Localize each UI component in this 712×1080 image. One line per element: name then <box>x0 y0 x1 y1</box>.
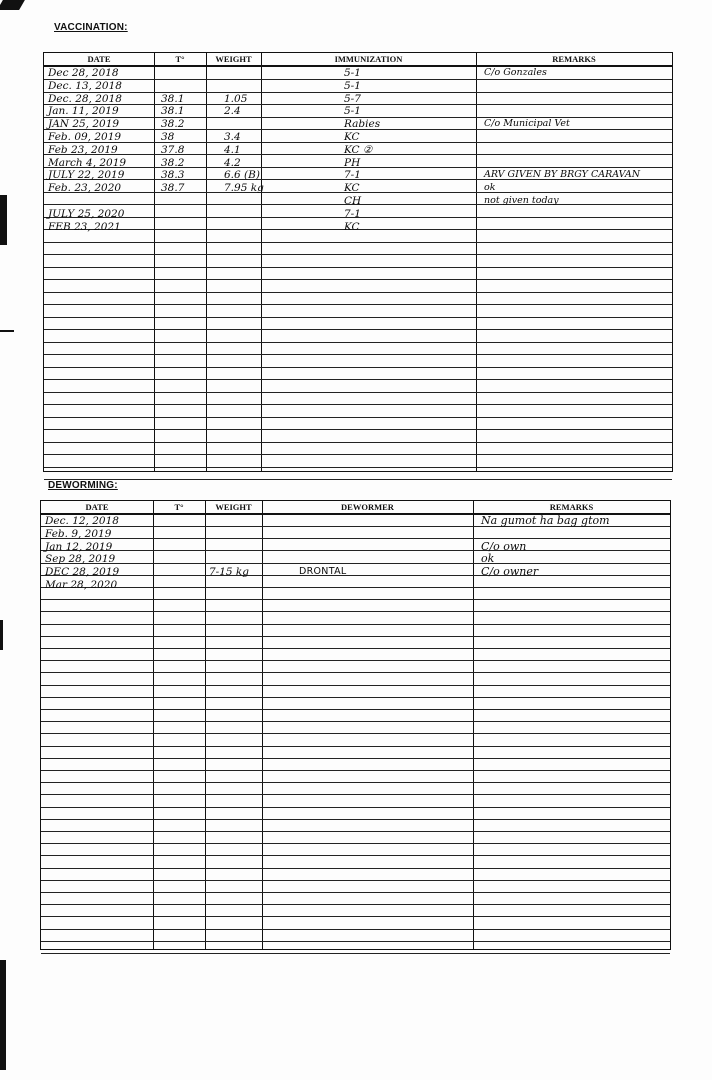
ruled-line <box>41 721 670 722</box>
weight-cell: 6.6 (B) <box>224 169 260 182</box>
header-temp: T° <box>174 502 184 512</box>
date-cell: Dec. 28, 2018 <box>48 92 122 105</box>
ruled-line <box>44 329 672 330</box>
vaccination-header <box>44 53 672 67</box>
immunization-cell: KC ② <box>344 143 373 156</box>
temp-cell: 38.7 <box>161 182 185 195</box>
header-weight: WEIGHT <box>215 54 252 64</box>
ruled-line <box>44 292 672 293</box>
header-immunization: IMMUNIZATION <box>334 54 403 64</box>
ruled-line <box>44 242 672 243</box>
immunization-cell: 5-1 <box>344 79 361 92</box>
temp-cell: 38.1 <box>161 105 185 118</box>
immunization-cell: 5-7 <box>344 92 361 105</box>
date-cell: March 4, 2019 <box>48 156 127 169</box>
weight-cell: 4.1 <box>224 143 241 156</box>
col-divider <box>205 501 206 949</box>
ruled-line <box>41 575 670 576</box>
ruled-line <box>41 648 670 649</box>
ruled-line <box>41 770 670 771</box>
date-cell: Dec 28, 2018 <box>48 67 119 79</box>
date-cell: FEB 23, 2021 <box>48 220 121 233</box>
ruled-line <box>44 454 672 455</box>
ruled-line <box>44 304 672 305</box>
date-cell: JAN 25, 2019 <box>48 118 120 131</box>
ruled-line <box>44 417 672 418</box>
remarks-cell: C/o own <box>481 539 527 553</box>
weight-cell: 3.4 <box>224 131 241 143</box>
remarks-cell: not given today <box>484 195 559 206</box>
ruled-line <box>44 379 672 380</box>
date-cell: Sep 28, 2019 <box>45 553 116 566</box>
header-date: DATE <box>87 54 111 64</box>
immunization-cell: 7-1 <box>344 169 361 182</box>
deworming-header <box>41 501 670 515</box>
scan-artifact <box>0 195 7 245</box>
ruled-line <box>41 697 670 698</box>
col-divider <box>153 501 154 949</box>
date-cell: Feb. 9, 2019 <box>45 527 112 540</box>
ruled-line <box>41 611 670 612</box>
date-cell: JULY 25, 2020 <box>48 207 125 220</box>
ruled-line <box>41 550 670 551</box>
date-cell: DEC 28, 2019 <box>45 566 120 579</box>
scan-artifact <box>0 960 6 1070</box>
ruled-line <box>41 941 670 942</box>
ruled-line <box>41 916 670 917</box>
weight-cell: 2.4 <box>224 105 241 118</box>
immunization-cell: CH <box>344 195 362 207</box>
ruled-line <box>41 807 670 808</box>
weight-cell: 4.2 <box>224 156 241 169</box>
date-cell: Feb. 09, 2019 <box>48 131 122 143</box>
ruled-line <box>44 442 672 443</box>
ruled-line <box>41 624 670 625</box>
weight-cell: 7-15 kg <box>209 566 250 579</box>
ruled-line <box>44 479 672 480</box>
remarks-cell: ok <box>484 182 496 194</box>
ruled-line <box>41 709 670 710</box>
ruled-line <box>44 404 672 405</box>
immunization-cell: KC <box>344 220 360 233</box>
ruled-line <box>41 563 670 564</box>
weight-cell: 1.05 <box>224 92 248 105</box>
date-cell: Jan. 11, 2019 <box>48 105 119 118</box>
vaccination-title: VACCINATION: <box>54 22 128 33</box>
remarks-cell: C/o Gonzales <box>484 67 547 78</box>
ruled-line <box>44 317 672 318</box>
immunization-cell: Rabies <box>344 118 381 131</box>
ruled-line <box>41 685 670 686</box>
temp-cell: 38.2 <box>161 118 185 131</box>
scan-artifact <box>0 620 3 650</box>
ruled-line <box>44 429 672 430</box>
header-dewormer: DEWORMER <box>341 502 394 512</box>
immunization-cell: KC <box>344 182 360 195</box>
ruled-line <box>44 467 672 468</box>
ruled-line <box>41 746 670 747</box>
ruled-line <box>41 672 670 673</box>
date-cell: JULY 22, 2019 <box>48 169 125 182</box>
header-remarks: REMARKS <box>549 502 594 512</box>
dewormer-cell: DRONTAL <box>299 566 347 578</box>
remarks-cell: C/o Municipal Vet <box>484 118 570 130</box>
ruled-line <box>41 819 670 820</box>
ruled-line <box>44 354 672 355</box>
temp-cell: 38.2 <box>161 156 185 169</box>
weight-cell: 7.95 kg <box>224 182 264 195</box>
immunization-cell: KC <box>344 131 360 143</box>
ruled-line <box>44 367 672 368</box>
ruled-line <box>41 929 670 930</box>
scan-artifact <box>0 0 25 10</box>
ruled-line <box>41 831 670 832</box>
ruled-line <box>41 538 670 539</box>
col-divider <box>262 501 263 949</box>
ruled-line <box>41 868 670 869</box>
temp-cell: 37.8 <box>161 143 185 156</box>
date-cell: Feb. 23, 2020 <box>48 182 122 195</box>
temp-cell: 38.3 <box>161 169 185 182</box>
ruled-line <box>44 342 672 343</box>
ruled-line <box>44 267 672 268</box>
immunization-cell: PH <box>344 156 361 169</box>
ruled-line <box>41 904 670 905</box>
date-cell: Mar 28, 2020 <box>45 579 118 591</box>
remarks-cell: Na gumot ha bag gtom <box>481 514 610 527</box>
ruled-line <box>41 660 670 661</box>
deworming-table <box>40 500 671 950</box>
temp-cell: 38 <box>161 131 175 143</box>
ruled-line <box>41 855 670 856</box>
date-cell: Dec. 13, 2018 <box>48 79 122 92</box>
ruled-line <box>41 892 670 893</box>
ruled-line <box>41 733 670 734</box>
header-remarks: REMARKS <box>552 54 596 64</box>
immunization-cell: 5-1 <box>344 67 361 79</box>
scan-artifact <box>0 330 14 332</box>
header-weight: WEIGHT <box>215 502 252 512</box>
ruled-line <box>41 782 670 783</box>
date-cell: Jan 12, 2019 <box>45 540 113 553</box>
ruled-line <box>41 880 670 881</box>
ruled-line <box>44 254 672 255</box>
ruled-line <box>41 636 670 637</box>
ruled-line <box>44 392 672 393</box>
deworming-title: DEWORMING: <box>48 480 118 491</box>
ruled-line <box>41 758 670 759</box>
immunization-cell: 5-1 <box>344 105 361 118</box>
header-date: DATE <box>85 502 109 512</box>
vaccination-table <box>43 52 673 472</box>
remarks-cell: ARV GIVEN BY BRGY CARAVAN <box>484 169 641 181</box>
ruled-line <box>41 794 670 795</box>
col-divider <box>473 501 474 949</box>
header-temp: T° <box>175 54 185 64</box>
ruled-line <box>41 587 670 588</box>
ruled-line <box>41 599 670 600</box>
ruled-line <box>41 953 670 954</box>
date-cell: Dec. 12, 2018 <box>45 515 119 527</box>
date-cell: Feb 23, 2019 <box>48 143 118 156</box>
remarks-cell: ok <box>481 552 495 566</box>
remarks-cell: C/o owner <box>481 565 539 579</box>
immunization-cell: 7-1 <box>344 207 361 220</box>
ruled-line <box>41 843 670 844</box>
temp-cell: 38.1 <box>161 92 185 105</box>
ruled-line <box>44 279 672 280</box>
